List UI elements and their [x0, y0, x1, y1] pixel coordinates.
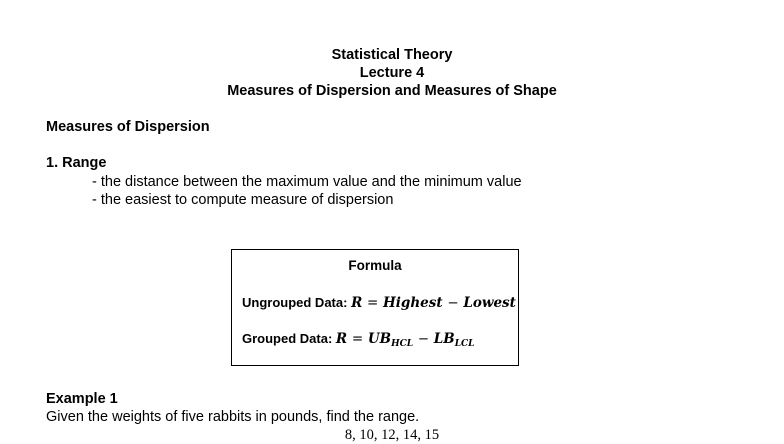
equation-lhs: R: [335, 331, 348, 347]
equation-term: [368, 331, 413, 347]
range-bullet-list: [92, 173, 522, 209]
example-heading: Example 1: [46, 391, 118, 407]
lecture-topic: Measures of Dispersion and Measures of Shape: [227, 83, 557, 99]
minus-sign: −: [417, 331, 430, 347]
example-data-values: 8, 10, 12, 14, 15: [344, 427, 440, 443]
lecture-number: Lecture 4: [359, 65, 425, 81]
section-heading: Measures of Dispersion: [46, 119, 210, 135]
lower-boundary: LB: [433, 331, 455, 347]
equals-sign: =: [367, 295, 379, 311]
equation-term: [434, 331, 475, 347]
equation-term: Lowest: [463, 295, 516, 311]
grouped-formula-line: [242, 331, 475, 349]
upper-boundary-subscript: HCL: [391, 339, 414, 349]
minus-sign: −: [447, 295, 459, 311]
range-bullet: - the easiest to compute measure of dispersion: [92, 192, 394, 208]
formula-title: Formula: [348, 258, 402, 273]
range-bullet: - the distance between the maximum value and the minimum value: [92, 174, 522, 190]
formula-box: [231, 249, 519, 366]
ungrouped-formula-line: [242, 295, 516, 311]
title-block: [0, 46, 784, 100]
equals-sign: =: [351, 331, 364, 347]
upper-boundary: UB: [367, 331, 392, 347]
course-title: Statistical Theory: [331, 47, 453, 63]
equation-term: Highest: [383, 295, 443, 311]
example-text: Given the weights of five rabbits in pounds, find the range.: [46, 409, 420, 425]
ungrouped-label: Ungrouped Data:: [242, 295, 348, 310]
lower-boundary-subscript: LCL: [454, 339, 475, 349]
equation-lhs: R: [351, 295, 363, 311]
grouped-label: Grouped Data:: [242, 331, 333, 346]
range-heading: 1. Range: [46, 155, 107, 171]
ungrouped-equation: [351, 295, 516, 311]
grouped-equation: [336, 331, 475, 347]
